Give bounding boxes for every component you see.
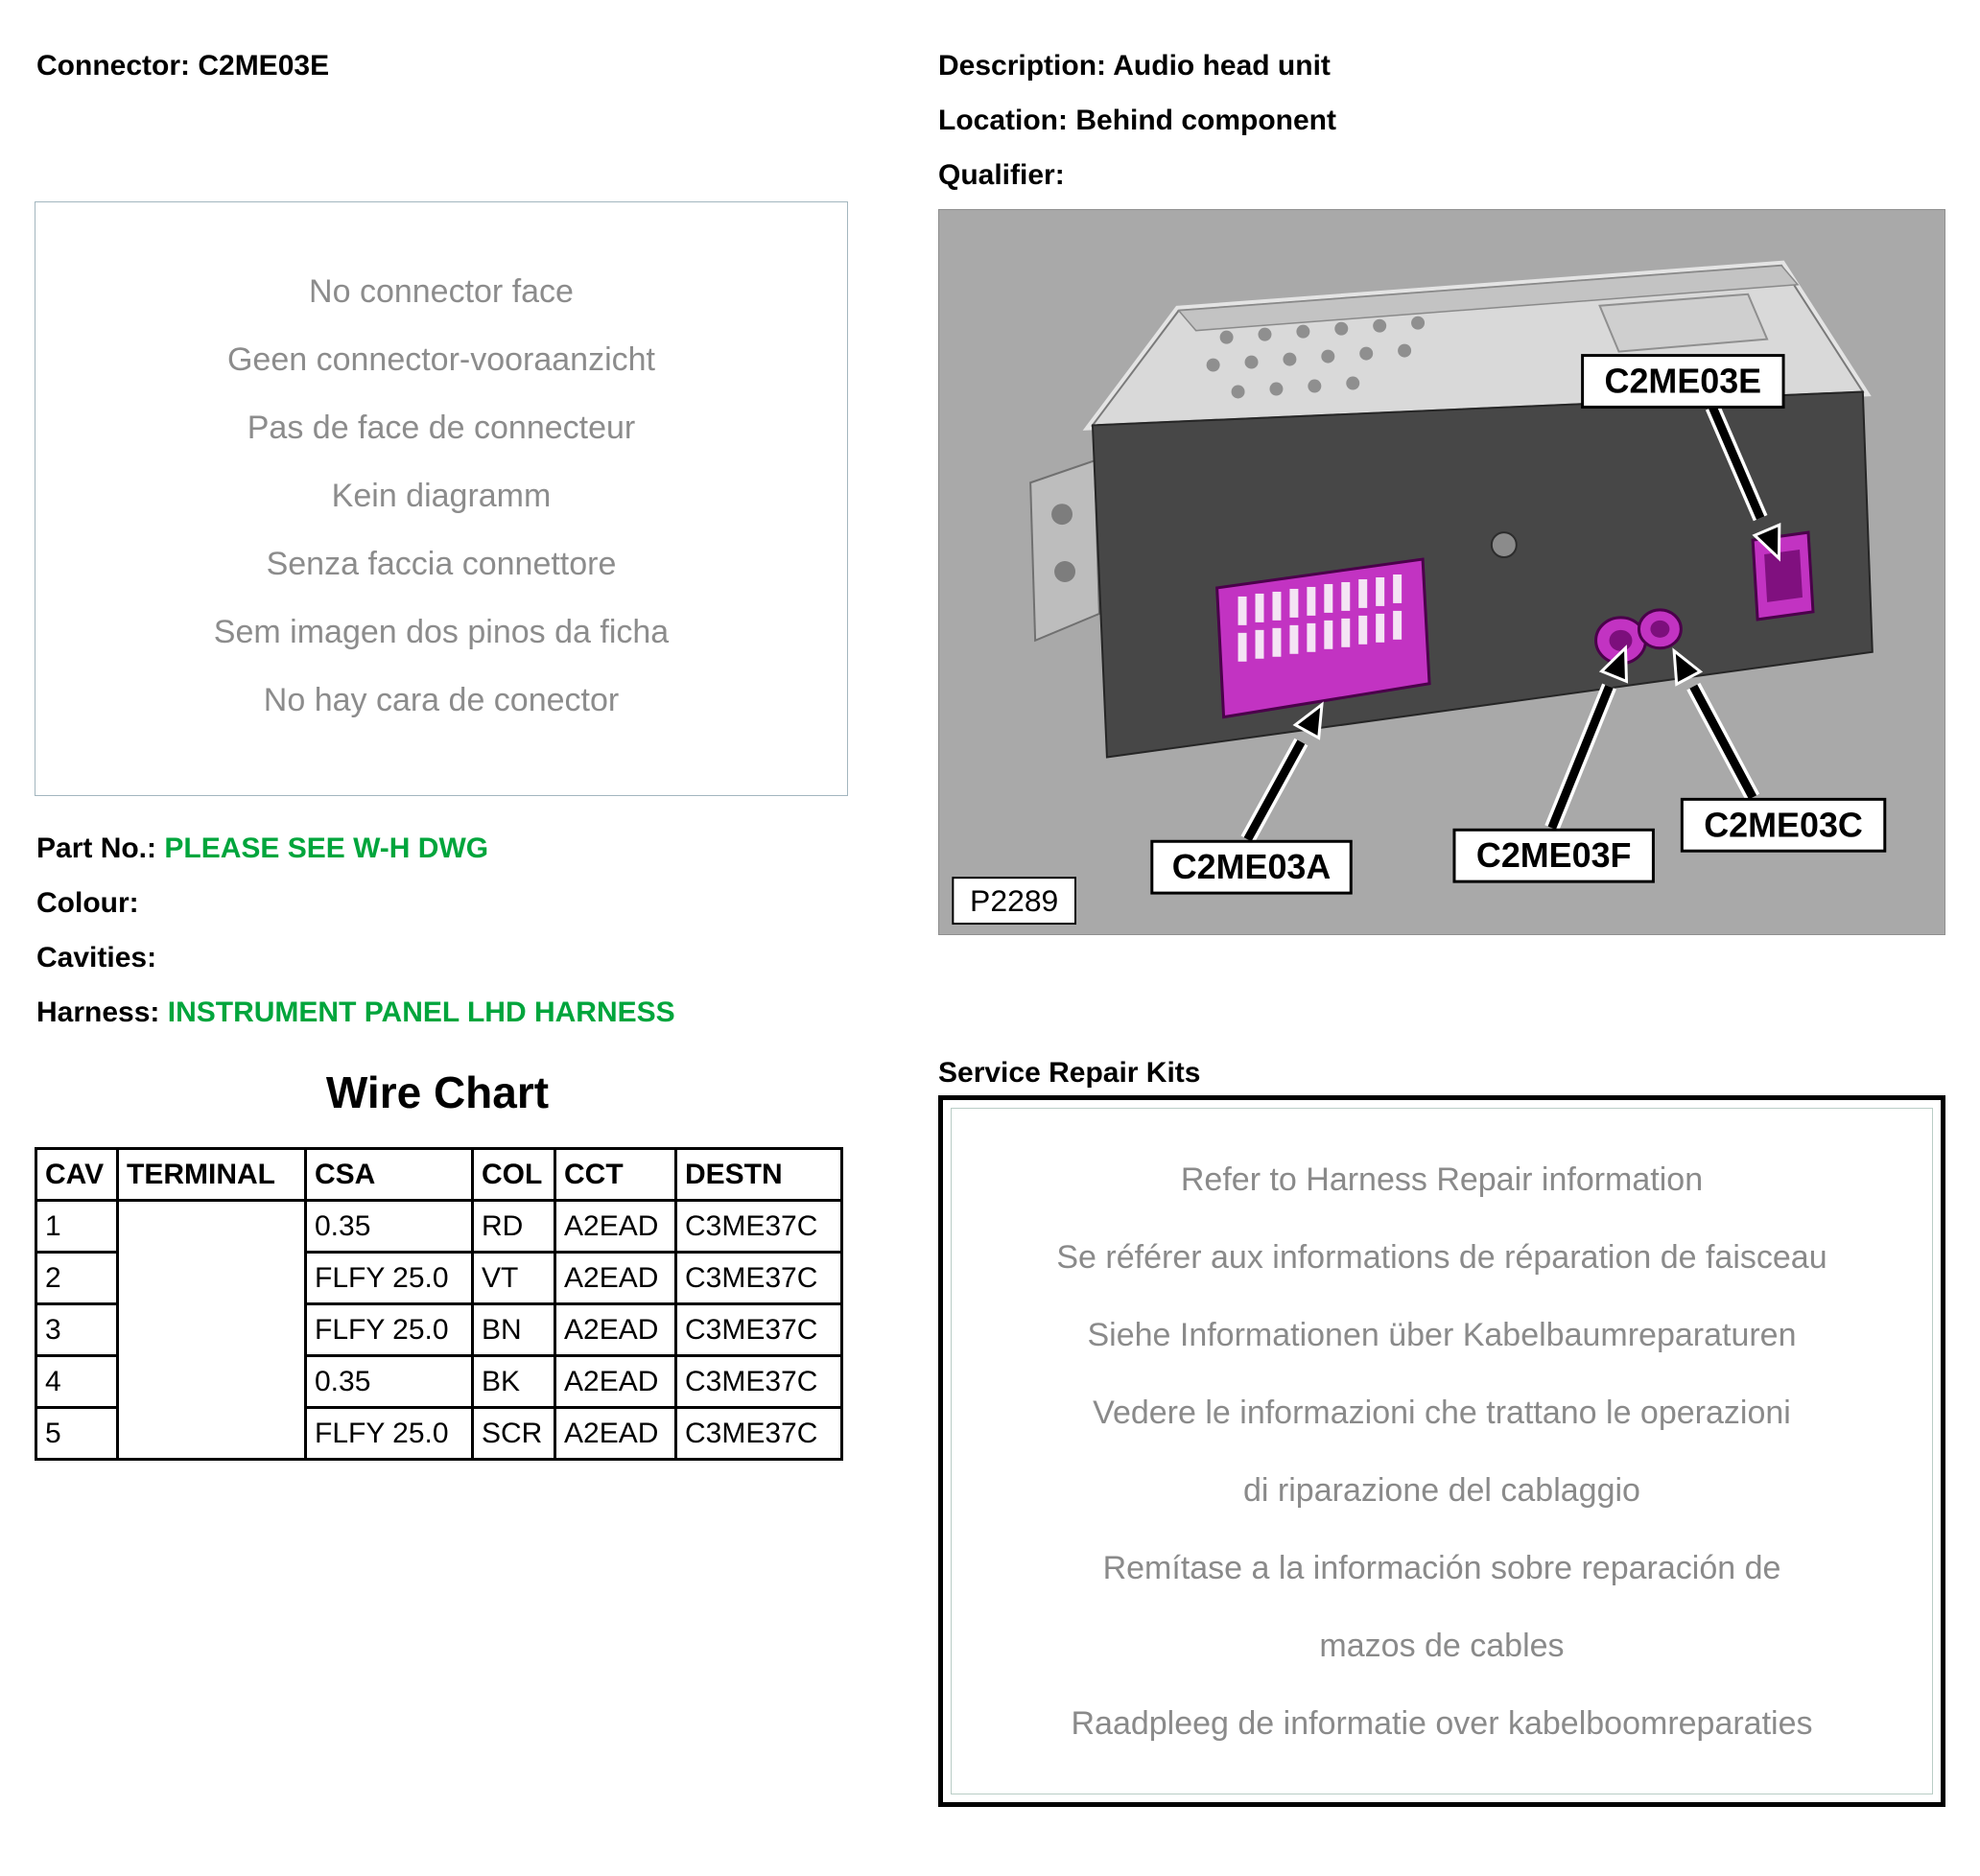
- colour-label: Colour:: [36, 887, 139, 919]
- no-connector-face-line: Sem imagen dos pinos da ficha: [213, 614, 670, 650]
- connector-label-c2me03f: [1454, 830, 1653, 881]
- cell-col: VT: [473, 1253, 555, 1304]
- connector-label: Connector:: [36, 50, 190, 82]
- cell-destn: C3ME37C: [676, 1304, 842, 1356]
- svg-text:C2ME03A: C2ME03A: [1171, 848, 1332, 887]
- mounting-bracket: [1030, 460, 1099, 641]
- qualifier-label: Qualifier:: [938, 159, 1065, 191]
- wire-chart-title: Wire Chart: [325, 1067, 550, 1117]
- wire-chart-table: [35, 1147, 843, 1461]
- screw-hole: [1492, 532, 1517, 557]
- cell-cav: 2: [36, 1253, 118, 1304]
- cell-csa: FLFY 25.0: [306, 1304, 473, 1356]
- component-info-block: [938, 38, 1336, 202]
- description-row: [938, 38, 1336, 93]
- no-connector-face-line: No hay cara de conector: [263, 682, 620, 718]
- cell-csa: 0.35: [306, 1356, 473, 1408]
- harness-value: INSTRUMENT PANEL LHD HARNESS: [167, 997, 675, 1028]
- column-header-terminal: TERMINAL: [118, 1149, 306, 1201]
- service-repair-line: Refer to Harness Repair information: [1180, 1161, 1704, 1198]
- cell-terminal-merged: [118, 1201, 306, 1460]
- service-repair-line: Siehe Informationen über Kabelbaumreparaturen: [1087, 1317, 1797, 1353]
- cell-cct: A2EAD: [555, 1356, 676, 1408]
- cell-cct: A2EAD: [555, 1304, 676, 1356]
- cell-destn: C3ME37C: [676, 1356, 842, 1408]
- colour-row: [36, 876, 675, 930]
- part-number-label: Part No.:: [36, 832, 157, 864]
- connector-label-c2me03e: [1583, 356, 1783, 408]
- location-row: [938, 93, 1336, 148]
- cavities-label: Cavities:: [36, 942, 157, 973]
- connector-c2me03e: [1753, 532, 1813, 620]
- cell-destn: C3ME37C: [676, 1201, 842, 1253]
- connector-value: C2ME03E: [198, 50, 330, 82]
- component-illustration-panel: [938, 209, 1945, 935]
- svg-text:C2ME03C: C2ME03C: [1704, 806, 1863, 845]
- svg-text:C2ME03F: C2ME03F: [1475, 836, 1632, 876]
- cell-csa: 0.35: [306, 1201, 473, 1253]
- column-header-col: COL: [473, 1149, 555, 1201]
- cell-cav: 3: [36, 1304, 118, 1356]
- qualifier-row: [938, 148, 1336, 202]
- cell-destn: C3ME37C: [676, 1253, 842, 1304]
- service-repair-line: Raadpleeg de informatie over kabelboomreparaties: [1071, 1705, 1813, 1742]
- cell-col: RD: [473, 1201, 555, 1253]
- no-connector-face-line: Senza faccia connettore: [266, 546, 617, 582]
- cell-destn: C3ME37C: [676, 1408, 842, 1460]
- svg-text:C2ME03E: C2ME03E: [1604, 362, 1762, 401]
- cell-csa: FLFY 25.0: [306, 1408, 473, 1460]
- cell-csa: FLFY 25.0: [306, 1253, 473, 1304]
- service-repair-kits-title: Service Repair Kits: [938, 1057, 1201, 1089]
- cell-col: BK: [473, 1356, 555, 1408]
- no-connector-face-line: Pas de face de connecteur: [247, 410, 636, 446]
- service-repair-kits-panel: [938, 1095, 1945, 1807]
- figure-id-label: [953, 878, 1075, 924]
- description-label: Description:: [938, 50, 1107, 82]
- harness-label: Harness:: [36, 997, 160, 1028]
- cell-cct: A2EAD: [555, 1253, 676, 1304]
- service-repair-kits-inner: [951, 1108, 1933, 1794]
- no-connector-face-line: No connector face: [309, 273, 574, 310]
- description-value: Audio head unit: [1113, 50, 1331, 82]
- harness-row: [36, 985, 675, 1040]
- service-repair-line: Remítase a la información sobre reparación de: [1102, 1550, 1781, 1586]
- service-repair-line: Vedere le informazioni che trattano le operazioni: [1093, 1395, 1791, 1431]
- part-number-row: [36, 821, 675, 876]
- connector-label-c2me03a: [1152, 841, 1351, 893]
- wire-chart-header-row: [36, 1149, 842, 1201]
- location-label: Location:: [938, 105, 1068, 136]
- part-info-block: [36, 821, 675, 1040]
- column-header-cct: CCT: [555, 1149, 676, 1201]
- no-connector-face-line: Geen connector-vooraanzicht: [226, 341, 656, 378]
- audio-head-unit-illustration: [939, 210, 1945, 934]
- cell-cct: A2EAD: [555, 1408, 676, 1460]
- service-repair-line: mazos de cables: [1319, 1628, 1565, 1664]
- svg-text:P2289: P2289: [970, 883, 1059, 919]
- cell-cav: 1: [36, 1201, 118, 1253]
- service-repair-line: di riparazione del cablaggio: [1243, 1472, 1640, 1509]
- cell-col: BN: [473, 1304, 555, 1356]
- cell-cav: 4: [36, 1356, 118, 1408]
- cell-cav: 5: [36, 1408, 118, 1460]
- location-value: Behind component: [1075, 105, 1336, 136]
- table-row: [36, 1201, 842, 1253]
- column-header-destn: DESTN: [676, 1149, 842, 1201]
- connector-title: [36, 38, 329, 93]
- no-connector-face-panel: [35, 201, 848, 796]
- cell-col: SCR: [473, 1408, 555, 1460]
- cell-cct: A2EAD: [555, 1201, 676, 1253]
- cavities-row: [36, 930, 675, 985]
- service-repair-line: Se référer aux informations de réparation de faisceau: [1056, 1239, 1827, 1276]
- part-number-value: PLEASE SEE W-H DWG: [164, 832, 489, 864]
- connector-label-c2me03c: [1682, 799, 1884, 851]
- connector-c2me03c: [1638, 610, 1681, 648]
- column-header-cav: CAV: [36, 1149, 118, 1201]
- column-header-csa: CSA: [306, 1149, 473, 1201]
- no-connector-face-line: Kein diagramm: [331, 478, 552, 514]
